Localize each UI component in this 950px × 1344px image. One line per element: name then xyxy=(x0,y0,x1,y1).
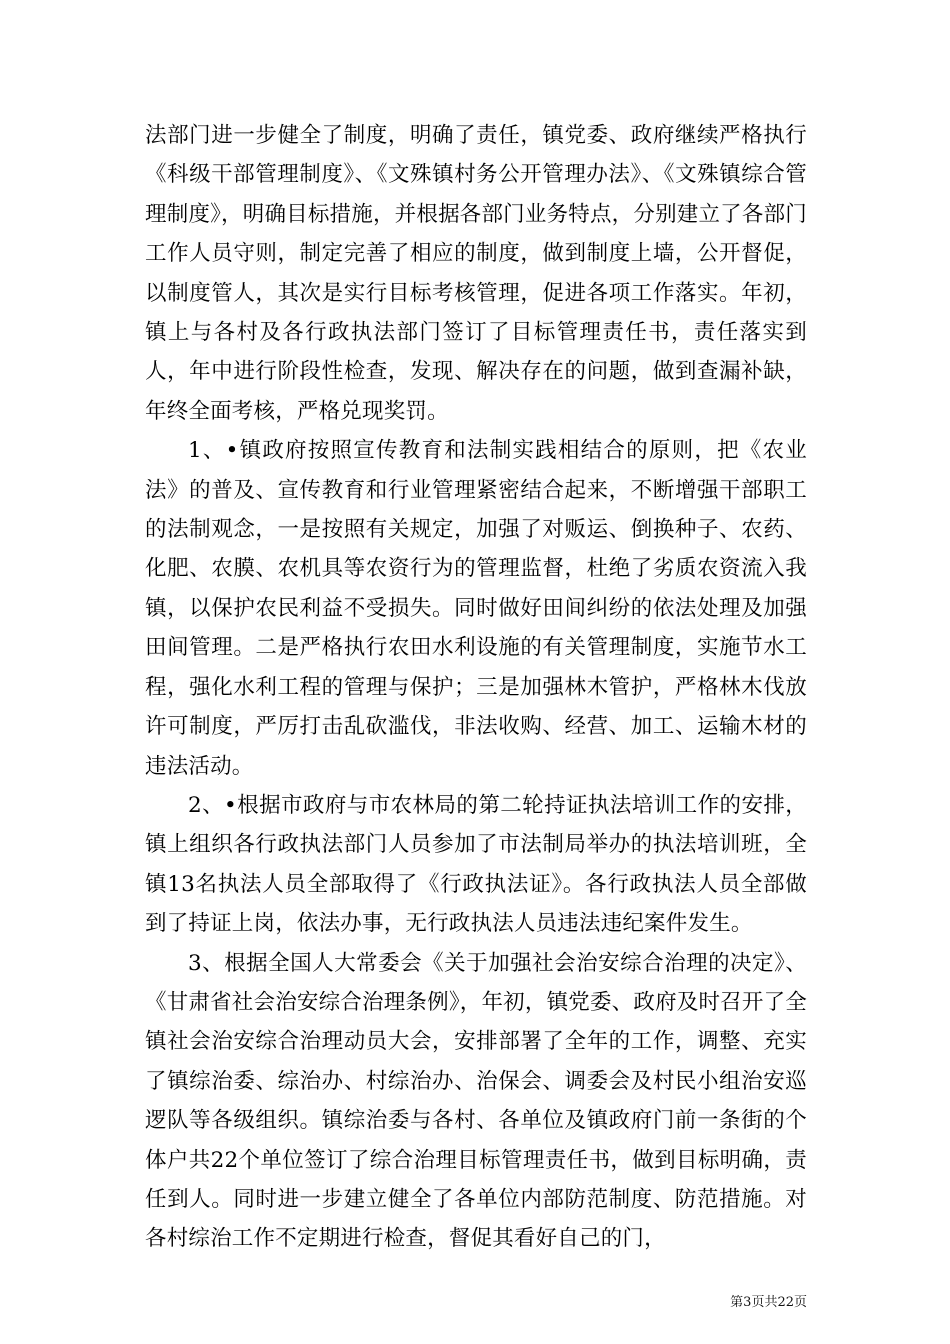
paragraph-continuation: 法部门进一步健全了制度，明确了责任，镇党委、政府继续严格执行《科级干部管理制度》、《文殊镇村务公开管理办法》、《文殊镇综合管理制度》，明确目标措施，并根据各部门业务特点，分别建立了各部门工作人员守则，制定完善了相应的制度，做到制度上墙，公开督促，以制度管人，其次是实行目标考核管理，促进各项工作落实。年初，镇上与各村及各行政执法部门签订了目标管理责任书，责任落实到人，年中进行阶段性检查，发现、解决存在的问题，做到查漏补缺，年终全面考核，严格兑现奖罚。 xyxy=(145,123,807,424)
paragraph-item-1: 1、•镇政府按照宣传教育和法制实践相结合的原则，把《农业法》的普及、宣传教育和行业管理紧密结合起来，不断增强干部职工的法制观念，一是按照有关规定，加强了对贩运、倒换种子、农药、化肥、农膜、农机具等农资行为的管理监督，杜绝了劣质农资流入我镇，以保护农民利益不受损失。同时做好田间纠纷的依法处理及加强田间管理。二是严格执行农田水利设施的有关管理制度，实施节水工程，强化水利工程的管理与保护；三是加强林木管护，严格林木伐放许可制度，严厉打击乱砍滥伐，非法收购、经营、加工、运输木材的违法活动。 xyxy=(145,438,807,779)
paragraph-item-2: 2、•根据市政府与市农林局的第二轮持证执法培训工作的安排，镇上组织各行政执法部门人员参加了市法制局举办的执法培训班，全镇13名执法人员全部取得了《行政执法证》。各行政执法人员全部做到了持证上岗，依法办事，无行政执法人员违法违纪案件发生。 xyxy=(145,792,807,937)
paragraph-item-3: 3、根据全国人大常委会《关于加强社会治安综合治理的决定》、《甘肃省社会治安综合治理条例》，年初，镇党委、政府及时召开了全镇社会治安综合治理动员大会，安排部署了全年的工作，调整、充实了镇综治委、综治办、村综治办、治保会、调委会及村民小组治安巡逻队等各级组织。镇综治委与各村、各单位及镇政府门前一条街的个体户共22个单位签订了综合治理目标管理责任书，做到目标明确，责任到人。同时进一步建立健全了各单位内部防范制度、防范措施。对各村综治工作不定期进行检查，督促其看好自己的门， xyxy=(145,950,807,1252)
page-number-footer: 第3页共22页 xyxy=(730,1295,807,1310)
document-body xyxy=(145,116,807,1259)
